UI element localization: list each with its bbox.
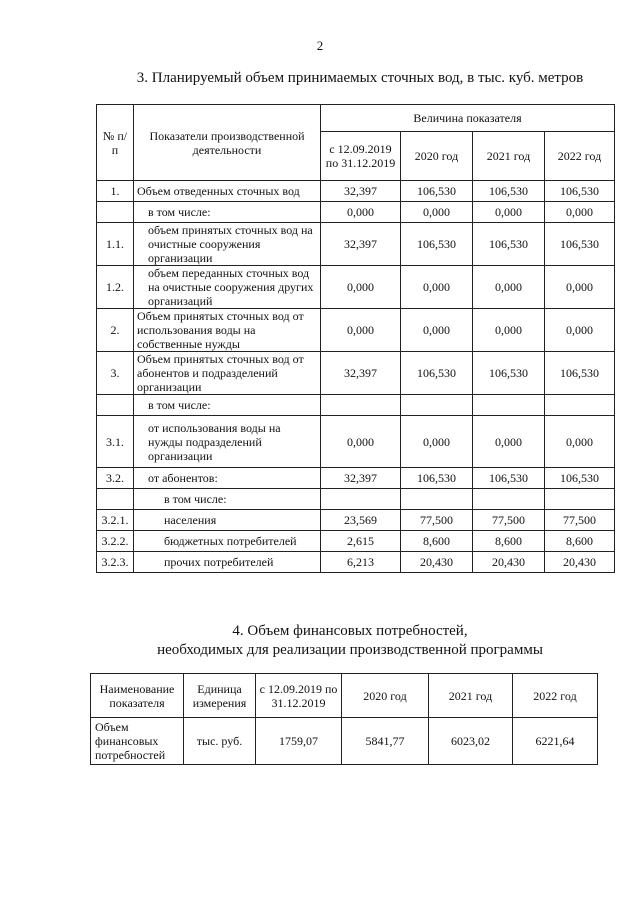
row-value: 8,600	[473, 531, 545, 552]
row-number: 1.	[97, 181, 134, 202]
table-row	[97, 531, 615, 552]
row-value: 106,530	[545, 468, 615, 489]
header-2020: 2020 год	[342, 674, 429, 718]
header-value-group: Величина показателя	[321, 105, 615, 132]
header-2021: 2021 год	[429, 674, 513, 718]
section-3-title: 3. Планируемый объем принимаемых сточных вод, в тыс. куб. метров	[136, 70, 584, 86]
row-value: 0,000	[473, 202, 545, 223]
header-period0: с 12.09.2019 по 31.12.2019	[256, 674, 342, 718]
row-indicator: Объем отведенных сточных вод	[134, 181, 321, 202]
row-value: 6221,64	[513, 718, 598, 765]
row-indicator: населения	[134, 510, 321, 531]
row-number	[97, 489, 134, 510]
row-value: 77,500	[545, 510, 615, 531]
row-value: 23,569	[321, 510, 401, 531]
row-value	[545, 489, 615, 510]
row-value: 106,530	[473, 352, 545, 395]
row-indicator: в том числе:	[134, 489, 321, 510]
wastewater-volume-table	[96, 104, 615, 573]
row-value: 0,000	[321, 416, 401, 468]
row-indicator: прочих потребителей	[134, 552, 321, 573]
row-value: 6,213	[321, 552, 401, 573]
table-row	[97, 181, 615, 202]
row-value: 8,600	[401, 531, 473, 552]
header-indicator: Показатели производственной деятельности	[134, 105, 321, 181]
row-indicator: в том числе:	[134, 202, 321, 223]
row-indicator: бюджетных потребителей	[134, 531, 321, 552]
section-4-title-line2: необходимых для реализации производственной программы	[157, 642, 543, 658]
row-value: 0,000	[401, 416, 473, 468]
row-indicator: Объем принятых сточных вод от абонентов и подразделений организации	[134, 352, 321, 395]
row-value: 106,530	[401, 468, 473, 489]
row-value: 32,397	[321, 352, 401, 395]
table-row	[97, 309, 615, 352]
row-number: 3.2.2.	[97, 531, 134, 552]
row-value: 2,615	[321, 531, 401, 552]
row-value: 0,000	[473, 416, 545, 468]
table-row	[97, 352, 615, 395]
row-indicator: объем принятых сточных вод на очистные сооружения организации	[134, 223, 321, 266]
table-row	[97, 510, 615, 531]
row-value: 106,530	[473, 223, 545, 266]
table-row	[97, 223, 615, 266]
row-value: 32,397	[321, 468, 401, 489]
row-value: 106,530	[545, 181, 615, 202]
row-indicator: Объем принятых сточных вод от использования воды на собственные нужды	[134, 309, 321, 352]
row-value: 106,530	[401, 223, 473, 266]
row-value: 77,500	[401, 510, 473, 531]
row-value: 0,000	[321, 202, 401, 223]
header-2021: 2021 год	[473, 132, 545, 181]
header-name: Наименование показателя	[91, 674, 184, 718]
row-number: 1.1.	[97, 223, 134, 266]
row-number	[97, 395, 134, 416]
row-value	[321, 395, 401, 416]
row-number: 1.2.	[97, 266, 134, 309]
header-num: № п/п	[97, 105, 134, 181]
row-number: 3.	[97, 352, 134, 395]
row-value: 0,000	[401, 309, 473, 352]
row-indicator: от использования воды на нужды подразделений организации	[134, 416, 321, 468]
table-row	[97, 202, 615, 223]
row-value: 106,530	[545, 352, 615, 395]
row-value: 32,397	[321, 223, 401, 266]
row-value: 20,430	[473, 552, 545, 573]
row-value: 0,000	[545, 416, 615, 468]
section-4-title-line1: 4. Объем финансовых потребностей,	[232, 623, 468, 639]
table-row	[97, 266, 615, 309]
row-value: 0,000	[401, 202, 473, 223]
row-value: 32,397	[321, 181, 401, 202]
row-value	[401, 489, 473, 510]
row-name: Объем финансовых потребностей	[91, 718, 184, 765]
row-unit: тыс. руб.	[184, 718, 256, 765]
table-row	[97, 416, 615, 468]
row-number	[97, 202, 134, 223]
row-value	[545, 395, 615, 416]
row-value: 106,530	[401, 181, 473, 202]
row-value: 6023,02	[429, 718, 513, 765]
row-value	[473, 395, 545, 416]
row-value	[321, 489, 401, 510]
row-number: 3.1.	[97, 416, 134, 468]
table-row	[97, 552, 615, 573]
row-value: 0,000	[321, 309, 401, 352]
header-2020: 2020 год	[401, 132, 473, 181]
row-value: 106,530	[473, 181, 545, 202]
row-number: 3.2.3.	[97, 552, 134, 573]
header-period0: с 12.09.2019 по 31.12.2019	[321, 132, 401, 181]
row-value	[473, 489, 545, 510]
row-value: 0,000	[545, 309, 615, 352]
row-indicator: в том числе:	[134, 395, 321, 416]
section-4-title	[0, 622, 640, 660]
row-value: 106,530	[473, 468, 545, 489]
financial-needs-table	[90, 673, 598, 765]
row-indicator: от абонентов:	[134, 468, 321, 489]
row-number: 3.2.	[97, 468, 134, 489]
row-value: 5841,77	[342, 718, 429, 765]
row-value: 0,000	[321, 266, 401, 309]
row-value: 20,430	[401, 552, 473, 573]
table-row	[97, 468, 615, 489]
row-value: 0,000	[545, 202, 615, 223]
row-value: 8,600	[545, 531, 615, 552]
row-value	[401, 395, 473, 416]
row-number: 3.2.1.	[97, 510, 134, 531]
header-unit: Единица измерения	[184, 674, 256, 718]
table-row	[97, 489, 615, 510]
row-value: 0,000	[401, 266, 473, 309]
row-value: 0,000	[473, 266, 545, 309]
header-2022: 2022 год	[513, 674, 598, 718]
row-value: 106,530	[545, 223, 615, 266]
row-value: 0,000	[545, 266, 615, 309]
row-value: 1759,07	[256, 718, 342, 765]
header-2022: 2022 год	[545, 132, 615, 181]
row-value: 0,000	[473, 309, 545, 352]
row-indicator: объем переданных сточных вод на очистные сооружения других организаций	[134, 266, 321, 309]
page-number: 2	[316, 38, 324, 53]
table-row	[97, 395, 615, 416]
row-value: 20,430	[545, 552, 615, 573]
row-number: 2.	[97, 309, 134, 352]
row-value: 106,530	[401, 352, 473, 395]
row-value: 77,500	[473, 510, 545, 531]
